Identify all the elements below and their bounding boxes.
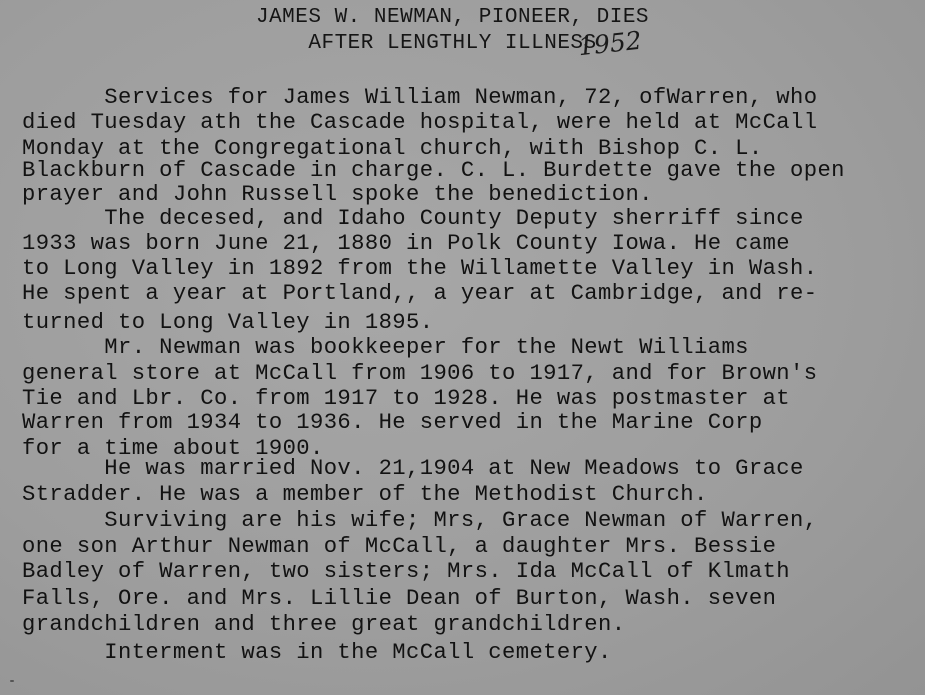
body-line: died Tuesday ath the Cascade hospital, were held at McCall xyxy=(22,110,818,135)
body-line: The decesed, and Idaho County Deputy sherriff since xyxy=(22,206,804,231)
handwritten-year: 1952 xyxy=(576,25,643,62)
body-line: grandchildren and three great grandchildren. xyxy=(22,612,626,637)
body-line: Warren from 1934 to 1936. He served in the Marine Corp xyxy=(22,410,763,435)
body-line: one son Arthur Newman of McCall, a daughter Mrs. Bessie xyxy=(22,534,777,559)
body-line: Monday at the Congregational church, with Bishop C. L. xyxy=(22,136,763,161)
stray-mark xyxy=(10,680,14,682)
body-line: Mr. Newman was bookkeeper for the Newt Williams xyxy=(22,335,749,360)
body-line: He was married Nov. 21,1904 at New Meadows to Grace xyxy=(22,456,804,481)
body-line: He spent a year at Portland,, a year at Cambridge, and re- xyxy=(22,281,818,306)
body-line: Surviving are his wife; Mrs, Grace Newman of Warren, xyxy=(22,508,818,533)
body-line: Services for James William Newman, 72, ofWarren, who xyxy=(22,85,818,110)
body-line: Blackburn of Cascade in charge. C. L. Burdette gave the open xyxy=(22,158,845,183)
body-line: Badley of Warren, two sisters; Mrs. Ida McCall of Klmath xyxy=(22,559,791,584)
body-line: for a time about 1900. xyxy=(22,436,324,461)
body-line: to Long Valley in 1892 from the Willamette Valley in Wash. xyxy=(22,256,818,281)
body-line: Falls, Ore. and Mrs. Lillie Dean of Burton, Wash. seven xyxy=(22,586,777,611)
body-line: prayer and John Russell spoke the benediction. xyxy=(22,182,653,207)
body-line: Tie and Lbr. Co. from 1917 to 1928. He was postmaster at xyxy=(22,386,791,411)
body-line: Stradder. He was a member of the Methodist Church. xyxy=(22,482,708,507)
body-line: Interment was in the McCall cemetery. xyxy=(22,640,612,665)
body-line: turned to Long Valley in 1895. xyxy=(22,310,434,335)
body-line: 1933 was born June 21, 1880 in Polk County Iowa. He came xyxy=(22,231,791,256)
headline-line-2: AFTER LENGTHLY ILLNESS xyxy=(308,32,597,55)
headline-line-1: JAMES W. NEWMAN, PIONEER, DIES xyxy=(255,6,650,29)
body-line: general store at McCall from 1906 to 1917, and for Brown's xyxy=(22,361,818,386)
